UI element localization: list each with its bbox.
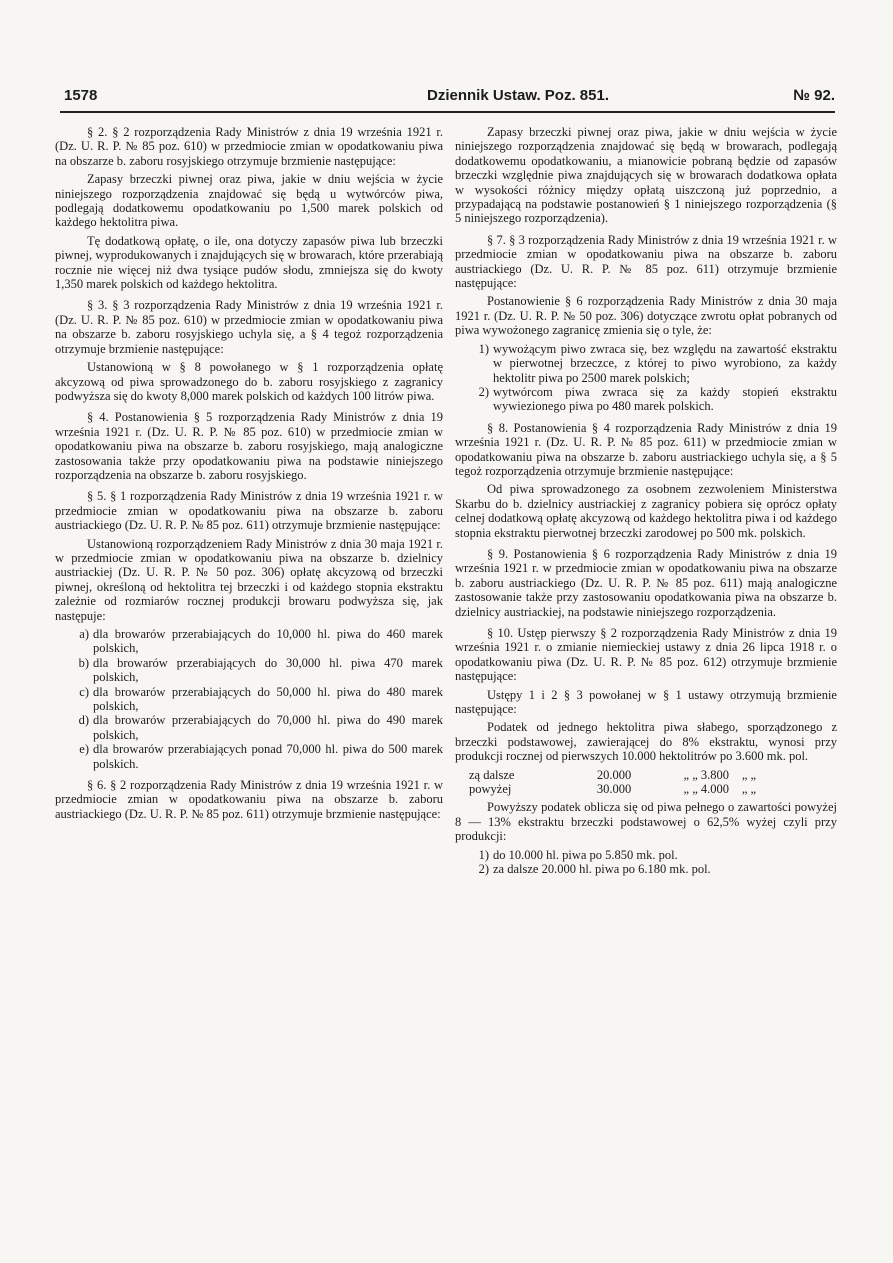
section-5-list bbox=[55, 627, 443, 771]
section-2-intro: § 2. § 2 rozporządzenia Rady Ministrów z dnia 19 września 1921 r. (Dz. U. R. P. № 85 poz. 610) w przedmiocie zmian w opodatkowaniu piwa na obszarze b. zaboru rosyjskiego otrzymuje brzmienie następujące: bbox=[55, 125, 443, 168]
section-2-paragraph-1: Zapasy brzeczki piwnej oraz piwa, jakie w dniu wejścia w życie niniejszego rozporządzenia znajdować się będą u wytwórców piwa, podlegają dodatkowemu opodatkowaniu po 1,500 marek polskich od każdego hektolitra piwa. bbox=[55, 172, 443, 230]
page-header bbox=[60, 85, 835, 113]
journal-title: Dziennik Ustaw. Poz. 851. bbox=[427, 87, 609, 104]
section-10-paragraph-3: Powyższy podatek oblicza się od piwa pełnego o zawartości powyżej 8 — 13% ekstraktu brzeczki podstawowej o 62,5% wyżej czyli przy produkcji: bbox=[455, 800, 837, 844]
section-4: § 4. Postanowienia § 5 rozporządzenia Rady Ministrów z dnia 19 września 1921 r. (Dz. U. R. P. № 85 poz. 610) w przedmiocie zmian w opodatkowaniu piwa na obszarze b. zaboru rosyjskiego, mają analogiczne zastosowania także przy opodatkowaniu piwa na podstawie niniejszego rozporządzenia na obszarze b. zaboru rosyjskiego. bbox=[55, 410, 443, 482]
section-8-intro: § 8. Postanowienia § 4 rozporządzenia Rady Ministrów z dnia 19 września 1921 r. (Dz. U. R. P. № 85 poz. 611) w przedmiocie zmian w opodatkowaniu piwa na obszarze b. zaboru austriackiego uchyla się, a § 5 tegoż rozporządzenia otrzymuje brzmienie następujące: bbox=[455, 420, 837, 478]
list-item: 1) wywożącym piwo zwraca się, bez względu na zawartość ekstraktu w pierwotnej brzeczce, z której to piwo wyrobiono, za każdy hektolitr piwa po 2500 marek polskich; bbox=[478, 341, 837, 385]
page-number: 1578 bbox=[64, 87, 98, 104]
left-column bbox=[55, 125, 443, 1185]
section-5-intro: § 5. § 1 rozporządzenia Rady Ministrów z dnia 19 września 1921 r. w przedmiocie zmian w opodatkowaniu piwa na obszarze b. zaboru austriackiego (Dz. U. R. P. № 85 poz. 611) otrzymuje brzmienie następujące: bbox=[55, 489, 443, 533]
section-10-intro: § 10. Ustęp pierwszy § 2 rozporządzenia Rady Ministrów z dnia 19 września 1921 r. o zmianie niemieckiej ustawy z dnia 26 lipca 1918 r. o opodatkowaniu piwa (Dz. U. R. P. № 85 poz. 612) otrzymuje brzmienie następujące: bbox=[455, 626, 837, 684]
section-8-paragraph-1: Od piwa sprowadzonego za osobnem zezwoleniem Ministerstwa Skarbu do b. dzielnicy austriackiej z zagranicy pobiera się oprócz opłaty celnej dodatkową opłatę akcyzową od każdego hektolitra piwa i od każdego stopnia ekstraktu pierwotnej brzeczki zarodowej po 500 mk. polskich. bbox=[455, 482, 837, 540]
section-3-intro: § 3. § 3 rozporządzenia Rady Ministrów z dnia 19 września 1921 r. (Dz. U. R. P. № 85 poz. 610) w przedmiocie zmian w opodatkowaniu piwa na obszarze b. zaboru rosyjskiego uchyla się, a § 4 tegoż rozporządzenia otrzymuje brzmienie następujące: bbox=[55, 298, 443, 356]
issue-number: № 92. bbox=[793, 87, 835, 104]
section-7-list bbox=[455, 342, 837, 414]
section-3-paragraph-1: Ustanowioną w § 8 powołanego w § 1 rozporządzenia opłatę akcyzową od piwa sprowadzonego do b. zaboru rosyjskiego z zagranicy podwyższa się do kwoty 8,000 marek polskich od każdych 100 litrów piwa. bbox=[55, 360, 443, 403]
right-column bbox=[455, 125, 837, 1185]
section-2-paragraph-2: Tę dodatkową opłatę, o ile, ona dotyczy zapasów piwa lub brzeczki piwnej, wyprodukowanych i znajdujących się w browarach, które przerabiają rocznie nie więcej niż dwa tysiące pudów słodu, zmniejsza się do kwoty 1,350 marek polskich od każdego hektolitra. bbox=[55, 233, 443, 292]
tax-rate-table bbox=[455, 768, 837, 797]
section-7-intro: § 7. § 3 rozporządzenia Rady Ministrów z dnia 19 września 1921 r. w przedmiocie zmian w opodatkowaniu piwa na obszarze b. zaboru austriackiego (Dz. U. R. P. № 85 poz. 611) otrzymuje brzmienie następujące: bbox=[455, 232, 837, 291]
list-item: b) dla browarów przerabiających do 30,000 hl. piwa 470 marek polskich, bbox=[78, 655, 443, 685]
section-10-paragraph-2: Podatek od jednego hektolitra piwa słabego, sporządzonego z brzeczki podstawowej, zawierającej do 8% ekstraktu, wynosi przy produkcji rocznej od pierwszych 10.000 hektolitrów po 3.600 mk. pol. bbox=[455, 720, 837, 764]
section-9: § 9. Postanowienia § 6 rozporządzenia Rady Ministrów z dnia 19 września 1921 r. w przedmiocie zmian w opodatkowaniu piwa na obszarze b. zaboru austriackiego (Dz. U. R. P. № 85 poz. 611) mają analogiczne zastosowanie także przy zastosowaniu opodatkowania piwa na obszarze b. dzielnicy austriackiej, na podstawie niniejszego rozporządzenia. bbox=[455, 546, 837, 619]
section-5-paragraph-1: Ustanowioną rozporządzeniem Rady Ministrów z dnia 30 maja 1921 r. w przedmiocie zmian w opodatkowaniu piwa na obszarze b. dzielnicy austriackiej (Dz. U. R. P. № 50 poz. 306) opłatę akcyzową od brzeczki piwnej, określoną od hektolitra tej brzeczki i od każdego stopnia ekstraktu zależnie od rozmiarów rocznej produkcji browaru podwyższa się, jak następuje: bbox=[55, 536, 443, 623]
list-item: 2) za dalsze 20.000 hl. piwa po 6.180 mk. pol. bbox=[478, 862, 711, 877]
list-item: e) dla browarów przerabiających ponad 70,000 hl. piwa do 500 marek polskich. bbox=[79, 742, 443, 771]
list-item: 2) wytwórcom piwa zwraca się za każdy stopień ekstraktu wywiezionego piwa po 480 marek polskich. bbox=[478, 384, 837, 414]
list-item: c) dla browarów przerabiających do 50,000 hl. piwa do 480 marek polskich, bbox=[79, 684, 443, 714]
table-row: powyżej 30.000 „ „ 4.000 „ „ bbox=[469, 782, 757, 797]
section-6-paragraph-1: Zapasy brzeczki piwnej oraz piwa, jakie w dniu wejścia w życie niniejszego rozporządzenia znajdować się będą w browarach, podlegają dodatkowemu opodatkowaniu, a mianowicie pobraną będzie od zapasów brzeczki względnie piwa znajdujących się w browarach dodatkowa opłata w wysokości różnicy między opłatą uiszczoną już poprzednio, a przypadającą na podstawie postanowień § 1 niniejszego rozporządzenia (§ 5 niniejszego rozporządzenia). bbox=[455, 125, 837, 226]
list-item: 1) do 10.000 hl. piwa po 5.850 mk. pol. bbox=[478, 847, 678, 862]
section-6: § 6. § 2 rozporządzenia Rady Ministrów z dnia 19 września 1921 r. w przedmiocie zmian w opodatkowaniu piwa na obszarze b. zaboru austriackiego (Dz. U. R. P. № 85 poz. 611) otrzymuje brzmienie następujące: bbox=[55, 778, 443, 821]
section-7-paragraph-1: Postanowienie § 6 rozporządzenia Rady Ministrów z dnia 30 maja 1921 r. (Dz. U. R. P. № 50 poz. 306) dotyczące zwrotu opłat pobranych od piwa wywożonego zagranicę zmienia się o tyle, że: bbox=[455, 294, 837, 338]
table-row: zą dalsze 20.000 „ „ 3.800 „ „ bbox=[469, 767, 757, 782]
section-10-list bbox=[455, 848, 837, 877]
list-item: a) dla browarów przerabiających do 10,000 hl. piwa do 460 marek polskich, bbox=[79, 627, 443, 656]
list-item: d) dla browarów przerabiających do 70,000 hl. piwa do 490 marek polskich, bbox=[78, 713, 443, 742]
section-10-paragraph-1: Ustępy 1 i 2 § 3 powołanej w § 1 ustawy otrzymują brzmienie następujące: bbox=[455, 687, 837, 717]
